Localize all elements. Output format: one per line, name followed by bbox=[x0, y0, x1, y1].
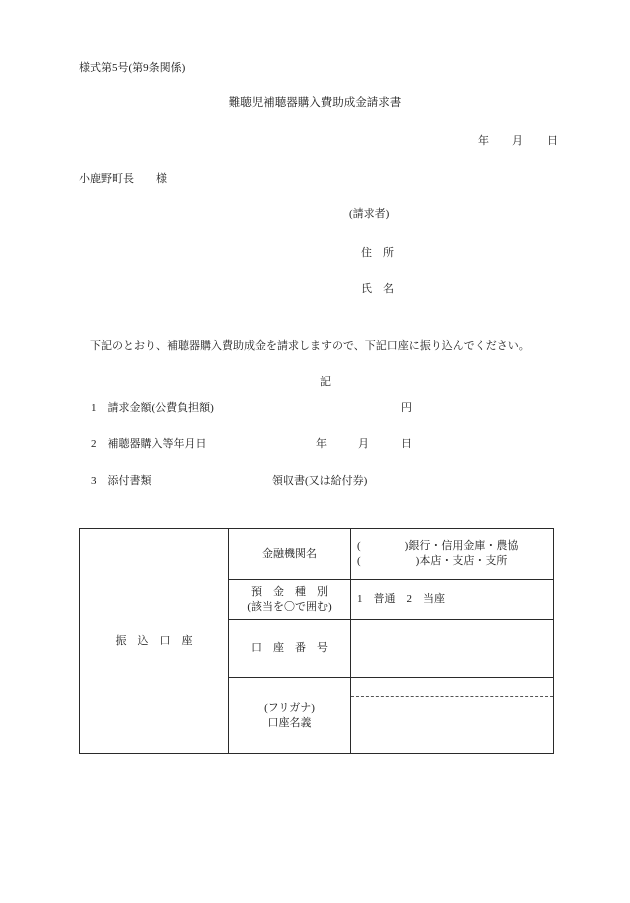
account-number-value-cell bbox=[351, 620, 554, 678]
section-label-transfer-account: 振 込 口 座 bbox=[80, 529, 229, 754]
item-attachments-value: 領収書(又は給付券) bbox=[272, 475, 368, 487]
ki-heading: 記 bbox=[320, 376, 331, 388]
item-purchase-date-month: 月 bbox=[358, 438, 369, 450]
addressee: 小鹿野町長 様 bbox=[79, 173, 167, 185]
item-claim-amount-unit: 円 bbox=[401, 402, 412, 414]
claimant-name-label: 氏 名 bbox=[361, 283, 394, 295]
item-claim-amount-label: 1 請求金額(公費負担額) bbox=[91, 402, 214, 414]
form-number: 様式第5号(第9条関係) bbox=[79, 62, 186, 74]
document-title: 難聴児補聴器購入費助成金請求書 bbox=[228, 97, 402, 109]
date-month-label: 月 bbox=[512, 135, 523, 147]
claimant-heading: (請求者) bbox=[349, 208, 390, 220]
body-text: 下記のとおり、補聴器購入費助成金を請求しますので、下記口座に振り込んでください。 bbox=[90, 340, 530, 352]
item-attachments-label: 3 添付書類 bbox=[91, 475, 152, 487]
account-holder-label-cell bbox=[229, 678, 351, 754]
institution-bank-line: ( )銀行・信用金庫・農協 bbox=[357, 540, 519, 552]
item-purchase-date-year: 年 bbox=[316, 438, 327, 450]
account-type-options: 1 普通 2 当座 bbox=[351, 580, 554, 620]
account-holder-value-cell bbox=[351, 678, 554, 754]
account-number-label: 口 座 番 号 bbox=[229, 620, 351, 678]
institution-value-cell bbox=[351, 529, 554, 580]
account-type-label: 預 金 種 別 bbox=[251, 585, 328, 598]
item-purchase-date-label: 2 補聴器購入等年月日 bbox=[91, 438, 207, 450]
furigana-dashed-divider bbox=[351, 678, 553, 697]
institution-branch-line: ( )本店・支店・支所 bbox=[357, 555, 508, 567]
account-holder-label: 口座名義 bbox=[267, 716, 312, 729]
institution-label: 金融機関名 bbox=[229, 529, 351, 580]
date-day-label: 日 bbox=[547, 135, 558, 147]
item-purchase-date-day: 日 bbox=[401, 438, 412, 450]
account-type-note: (該当を〇で囲む) bbox=[247, 600, 332, 613]
date-year-label: 年 bbox=[478, 135, 489, 147]
account-holder-furigana-label: (フリガナ) bbox=[264, 701, 315, 714]
bank-account-table bbox=[79, 528, 554, 754]
claimant-address-label: 住 所 bbox=[361, 247, 394, 259]
account-type-label-cell bbox=[229, 580, 351, 620]
